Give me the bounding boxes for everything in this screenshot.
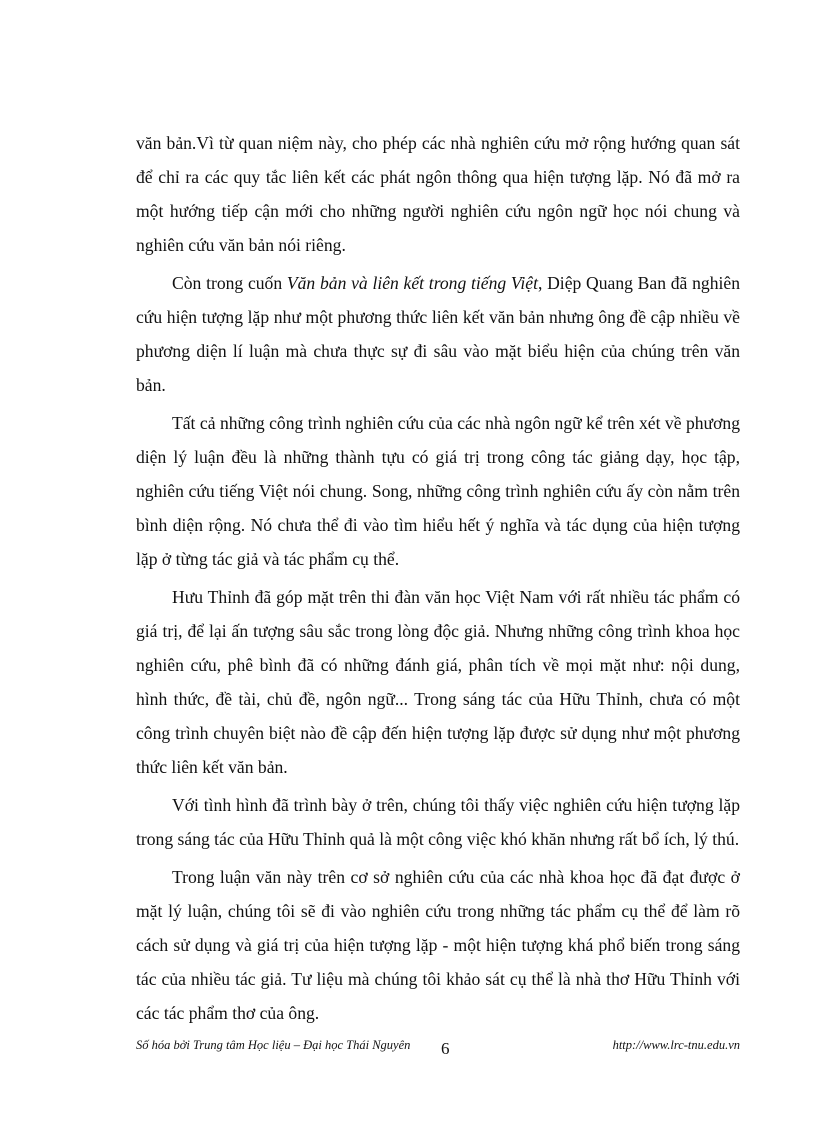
paragraph-summary: Tất cả những công trình nghiên cứu của các nhà ngôn ngữ kể trên xét về phương diện lý luận đều là những thành tựu có giá trị trong công tác giảng dạy, học tập, nghiên cứu tiếng Việt nói chung. Song, những công trình nghiên cứu ấy còn nằm trên bình diện rộng. Nó chưa thể đi vào tìm hiểu hết ý nghĩa và tác dụng của hiện tượng lặp ở từng tác giả và tác phẩm cụ thể. (136, 413, 740, 569)
footer-source: Số hóa bởi Trung tâm Học liệu – Đại học Thái Nguyên (136, 1038, 411, 1052)
paragraph-thesis-scope: Trong luận văn này trên cơ sở nghiên cứu của các nhà khoa học đã đạt được ở mặt lý luận, chúng tôi sẽ đi vào nghiên cứu trong những tác phẩm cụ thể để làm rõ cách sử dụng và giá trị của hiện tượng lặp - một hiện tượng khá phổ biến trong sáng tác của nhiều tác giả. Tư liệu mà chúng tôi khảo sát cụ thể là nhà thơ Hữu Thỉnh với các tác phẩm thơ của ông. (136, 867, 740, 1023)
paragraph-huu-thinh: Hưu Thỉnh đã góp mặt trên thi đàn văn học Việt Nam với rất nhiều tác phẩm có giá trị, để lại ấn tượng sâu sắc trong lòng độc giả. Nhưng những công trình khoa học nghiên cứu, phê bình đã có những đánh giá, phân tích về mọi mặt như: nội dung, hình thức, đề tài, chủ đề, ngôn ngữ... Trong sáng tác của Hữu Thỉnh, chưa có một công trình chuyên biệt nào đề cập đến hiện tượng lặp được sử dụng như một phương thức liên kết văn bản. (136, 587, 740, 777)
footer-url: http://www.lrc-tnu.edu.vn (612, 1038, 740, 1052)
paragraph-text-after-title: , Diệp Quang Ban đã nghiên cứu hiện tượng lặp như một phương thức liên kết văn bản nhưng ông đề cập nhiều về phương diện lí luận mà chưa thực sự đi sâu vào mặt biểu hiện của chúng trên văn bản. (136, 273, 740, 395)
page-number: 6 (441, 1039, 450, 1058)
paragraph-text-before-title: Còn trong cuốn (172, 273, 287, 293)
book-title: Văn bản và liên kết trong tiếng Việt (286, 273, 538, 293)
paragraph-diep-quang-ban (136, 266, 740, 402)
page-body (136, 126, 740, 1034)
paragraph-continuation: văn bản.Vì từ quan niệm này, cho phép các nhà nghiên cứu mở rộng hướng quan sát để chỉ ra các quy tắc liên kết các phát ngôn thông qua hiện tượng lặp. Nó đã mở ra một hướng tiếp cận mới cho những người nghiên cứu ngôn ngữ học nói chung và nghiên cứu văn bản nói riêng. (136, 133, 740, 255)
page-footer (136, 1038, 740, 1068)
paragraph-situation: Với tình hình đã trình bày ở trên, chúng tôi thấy việc nghiên cứu hiện tượng lặp trong sáng tác của Hữu Thỉnh quả là một công việc khó khăn nhưng rất bổ ích, lý thú. (136, 795, 740, 849)
